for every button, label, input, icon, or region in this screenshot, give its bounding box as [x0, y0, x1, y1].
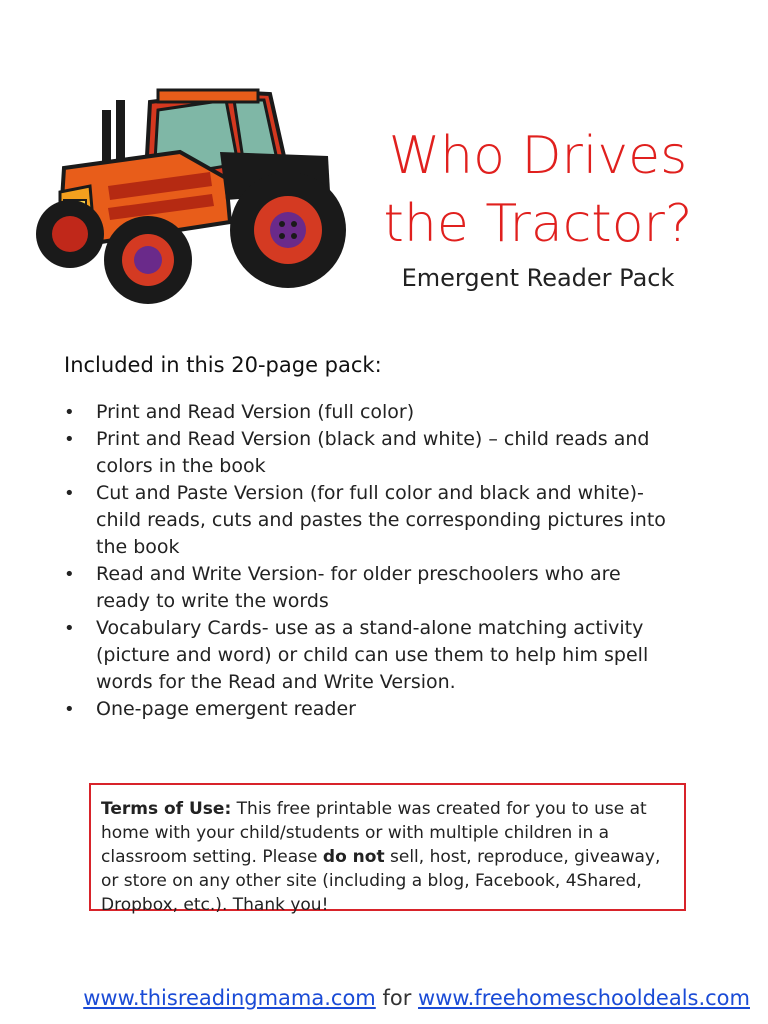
list-item: • One-page emergent reader — [64, 696, 674, 723]
list-item: • Print and Read Version (full color) — [64, 399, 674, 426]
footer — [0, 986, 750, 1010]
terms-text-2: sell, host, reproduce, giveaway, or store on any other site (including a blog, Facebook, 4Shared, Dropbox, etc.). Thank you! — [101, 847, 661, 915]
freehomeschooldeals-link[interactable]: www.freehomeschooldeals.com — [418, 986, 750, 1010]
feature-list — [64, 399, 674, 723]
included-heading: Included in this 20-page pack: — [64, 353, 382, 377]
list-item: • Cut and Paste Version (for full color and black and white)- child reads, cuts and pastes the corresponding pictures into the book — [64, 480, 674, 561]
footer-joiner: for — [382, 986, 412, 1010]
thisreadingmama-link[interactable]: www.thisreadingmama.com — [83, 986, 376, 1010]
list-item: • Vocabulary Cards- use as a stand-alone matching activity (picture and word) or child can use them to help him spell words for the Read and Write Version. — [64, 615, 674, 696]
list-item: • Read and Write Version- for older preschoolers who are ready to write the words — [64, 561, 674, 615]
terms-label: Terms of Use: — [101, 799, 232, 819]
subtitle: Emergent Reader Pack — [401, 264, 675, 292]
title-line-2: the Tractor? — [383, 194, 693, 254]
terms-text-1: This free printable was created for you to use at home with your child/students or with multiple children in a classroom setting. Please — [101, 799, 647, 867]
list-item: • Print and Read Version (black and white) – child reads and colors in the book — [64, 426, 674, 480]
terms-emphasis: do not — [322, 847, 385, 867]
title-line-1: Who Drives — [388, 126, 688, 186]
tractor-illustration — [30, 82, 350, 310]
terms-of-use-box — [89, 783, 686, 915]
